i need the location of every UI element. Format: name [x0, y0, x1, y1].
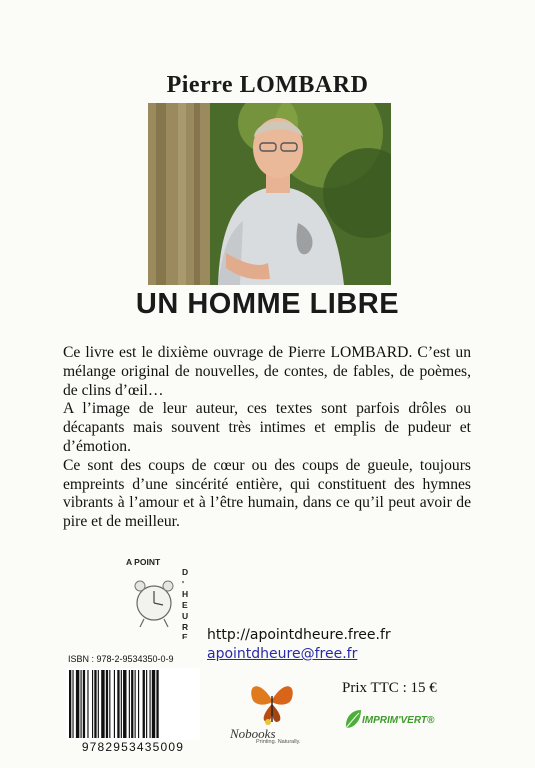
publisher-logo — [124, 555, 190, 639]
barcode-bar — [156, 670, 158, 738]
barcode-bar — [109, 670, 110, 738]
barcode-bar — [72, 670, 73, 738]
barcode-bar — [76, 670, 79, 738]
barcode-icon — [66, 668, 200, 740]
barcode-bar — [117, 670, 119, 738]
isbn-label: ISBN : 978-2-9534350-0-9 — [68, 654, 174, 664]
barcode-bar — [94, 670, 96, 738]
clock-logo-icon — [124, 555, 190, 639]
printer-tagline: Printing. Naturally. — [256, 739, 301, 745]
author-photo-illustration — [148, 103, 391, 285]
barcode-bar — [152, 670, 155, 738]
svg-text:H: H — [182, 589, 189, 599]
barcode-bar — [87, 670, 88, 738]
barcode-bar — [92, 670, 93, 738]
price: Prix TTC : 15 € — [342, 680, 437, 696]
barcode-bar — [123, 670, 126, 738]
barcode-bar — [143, 670, 145, 738]
barcode-bar — [129, 670, 130, 738]
svg-text:R: R — [182, 622, 189, 632]
barcode-bar — [138, 670, 139, 738]
author-name: Pierre LOMBARD — [166, 72, 369, 98]
barcode-bar — [146, 670, 147, 738]
publisher-website[interactable]: http://apointdheure.free.fr — [207, 627, 391, 643]
publisher-name-line1: A POINT — [126, 557, 161, 567]
svg-text:E: E — [182, 600, 188, 610]
barcode-bar — [121, 670, 122, 738]
blurb-paragraph: A l’image de leur auteur, ces textes sont parfois drôles ou décapants mais souvent très intimes et emplis de pudeur et d’émotion. — [63, 400, 471, 455]
barcode-bar — [101, 670, 104, 738]
barcode — [66, 668, 200, 740]
svg-text:E: E — [182, 632, 188, 639]
barcode-bar — [131, 670, 133, 738]
barcode-bar — [81, 670, 82, 738]
imprim-vert-label: IMPRIM'VERT® — [362, 715, 435, 726]
blurb-paragraph: Ce sont des coups de cœur ou des coups de gueule, toujours empreints d’une sincérité entière, qui constituent des hymnes vibrants à l’amour et à l’être humain, dans ce qu’il peut avoir de pire et de meilleur. — [63, 456, 471, 531]
book-title: UN HOMME LIBRE — [135, 288, 400, 320]
barcode-bar — [69, 670, 71, 738]
barcode-bar — [98, 670, 99, 738]
svg-text:': ' — [182, 579, 185, 589]
publisher-email[interactable]: apointdheure@free.fr — [207, 646, 358, 662]
blurb-paragraph: Ce livre est le dixième ouvrage de Pierre LOMBARD. C’est un mélange original de nouvelles, de contes, de fables, de poèmes, de clins d’œil… — [63, 344, 471, 399]
printer-name: Nobooks — [230, 726, 276, 741]
author-photo — [148, 103, 391, 285]
butterfly-icon — [230, 678, 314, 728]
barcode-bar — [135, 670, 136, 738]
barcode-bar — [106, 670, 108, 738]
leaf-icon — [343, 708, 363, 730]
publisher-name-line2-part: D — [182, 567, 189, 577]
barcode-bar — [83, 670, 85, 738]
blurb — [63, 344, 471, 532]
barcode-number: 9782953435009 — [81, 740, 185, 754]
svg-text:U: U — [182, 611, 189, 621]
barcode-bar — [114, 670, 115, 738]
barcode-bar — [150, 670, 151, 738]
